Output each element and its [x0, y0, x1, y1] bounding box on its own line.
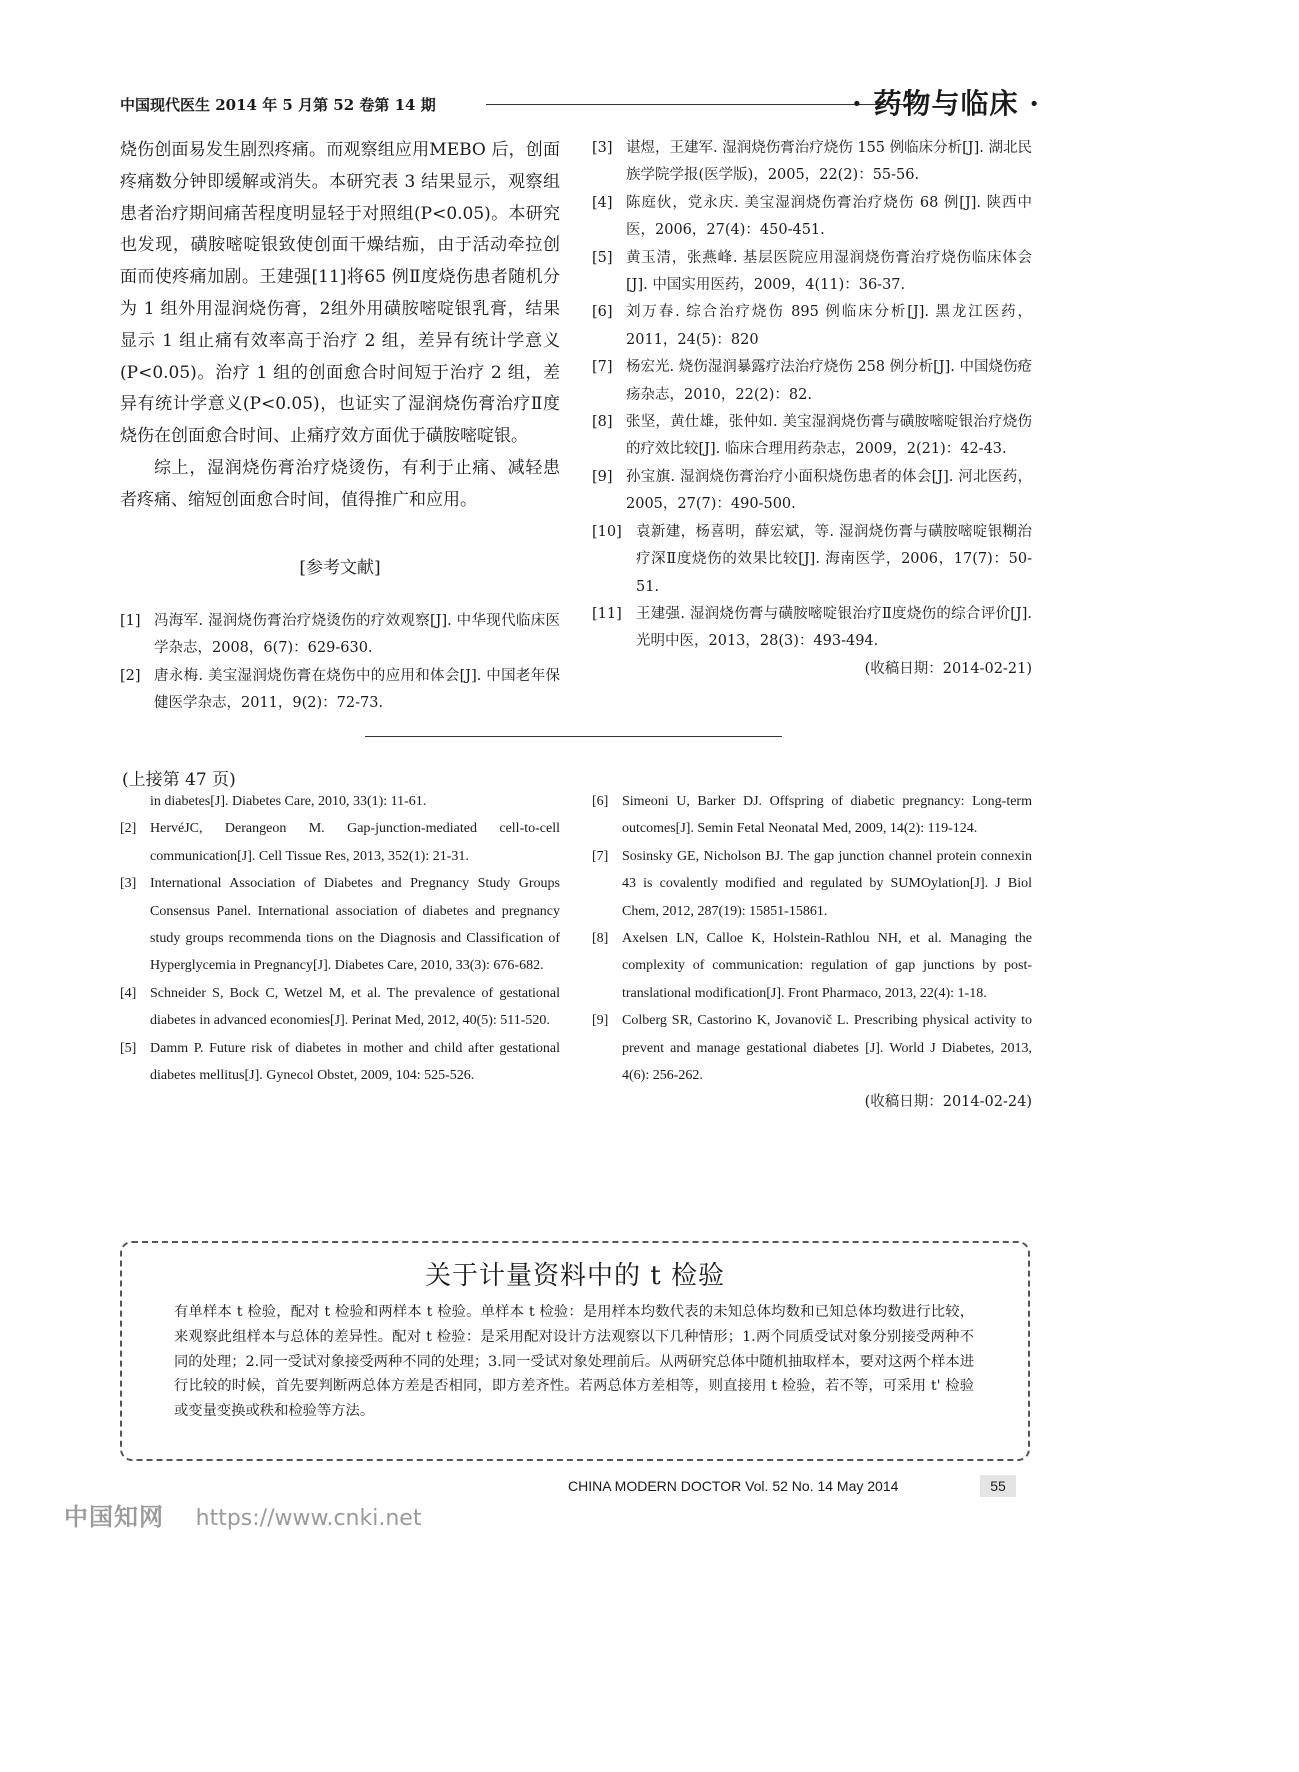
reference-text: Damm P. Future risk of diabetes in mother and child after gestational diabetes mellitus[J]. Gynecol Obstet, 2009, 104: 525-526. [150, 1040, 560, 1084]
english-references-right [592, 788, 1032, 1117]
watermark-cn: 中国知网 [64, 1503, 164, 1531]
continued-from-label: (上接第 47 页) [122, 770, 236, 790]
reference-number: [9] [592, 468, 613, 485]
section-divider [365, 736, 782, 737]
reference-item [592, 1007, 1032, 1089]
reference-text: 陈庭伙，党永庆. 美宝湿润烧伤膏治疗烧伤 68 例[J]. 陕西中医，2006，27(4)：450-451. [626, 194, 1032, 239]
reference-number: [4] [120, 985, 137, 1001]
reference-item [120, 1035, 560, 1090]
reference-number: [6] [592, 304, 613, 321]
reference-number: [1] [120, 613, 141, 629]
reference-item [592, 354, 1032, 409]
t-test-info-box [120, 1241, 1030, 1461]
reference-number: [2] [120, 667, 141, 684]
reference-item [120, 815, 560, 870]
reference-text: Sosinsky GE, Nicholson BJ. The gap junction channel protein connexin 43 is covalently modified and regulated by SUMOylation[J]. J Biol Chem, 2012, 287(19): 15851-15861. [622, 848, 1032, 919]
reference-item [120, 608, 560, 663]
reference-number: [5] [120, 1040, 137, 1056]
reference-number: [10] [592, 523, 622, 540]
references-title: [参考文献] [299, 558, 381, 578]
reference-item [120, 788, 560, 815]
reference-item [592, 135, 1032, 190]
reference-number: [4] [592, 194, 613, 211]
reference-text: 张坚，黄仕雄，张仲如. 美宝湿润烧伤膏与磺胺嘧啶银治疗烧伤的疗效比较[J]. 临床合理用药杂志，2009，2(21)：42-43. [626, 414, 1032, 458]
reference-number: [6] [592, 794, 609, 809]
reference-text: International Association of Diabetes and Pregnancy Study Groups Consensus Panel. International association of diabetes and pregnancy study groups recommenda tions on the Diagnosis and Classification of Hyperglycemia in Pregnancy[J]. Diabetes Care, 2010, 33(3): 676-682. [150, 876, 560, 974]
body-paragraph-1: 烧伤创面易发生剧烈疼痛。而观察组应用MEBO 后，创面疼痛数分钟即缓解或消失。本研究表 3 结果显示，观察组患者治疗期间痛苦程度明显轻于对照组(P<0.05)。本研究也发现，磺胺嘧啶银致使创面干燥结痂，由于活动牵拉创面而使疼痛加剧。王建强[11]将65 例Ⅱ度烧伤患者随机分为 1 组外用湿润烧伤膏，2组外用磺胺嘧啶银乳膏，结果显示 1 组止痛有效率高于治疗 2 组，差异有统计学意义(P<0.05)。治疗 1 组的创面愈合时间短于治疗 2 组，差异有统计学意义(P<0.05)，也证实了湿润烧伤膏治疗Ⅱ度烧伤在创面愈合时间、止痛疗效方面优于磺胺嘧啶银。 [120, 140, 560, 447]
reference-item [592, 190, 1032, 245]
reference-text: 王建强. 湿润烧伤膏与磺胺嘧啶银治疗Ⅱ度烧伤的综合评价[J]. 光明中医，2013，28(3)：493-494. [636, 605, 1032, 650]
received-date: (收稿日期：2014-02-24) [864, 1094, 1032, 1111]
reference-text: Axelsen LN, Calloe K, Holstein-Rathlou NH, et al. Managing the complexity of communication: regulation of gap junctions by post-translational modification[J]. Front Pharmaco, 2013, 22(4): 1-18. [622, 931, 1032, 1001]
reference-text: Colberg SR, Castorino K, Jovanovič L. Prescribing physical activity to prevent and manage gestational diabetes [J]. World J Diabetes, 2013, 4(6): 256-262. [622, 1013, 1032, 1084]
reference-text: in diabetes[J]. Diabetes Care, 2010, 33(1): 11-61. [150, 794, 427, 809]
journal-footer: CHINA MODERN DOCTOR Vol. 52 No. 14 May 2014 [568, 1478, 899, 1494]
reference-number: [7] [592, 848, 609, 864]
watermark-url: https://www.cnki.net [195, 1506, 422, 1531]
reference-item [592, 464, 1032, 519]
reference-text: HervéJC, Derangeon M. Gap-junction-mediated cell-to-cell communication[J]. Cell Tissue Res, 2013, 352(1): 21-31. [150, 821, 560, 864]
reference-item [592, 299, 1032, 354]
journal-issue: 中国现代医生 2014 年 5 月第 52 卷第 14 期 [120, 96, 436, 114]
reference-text: 杨宏光. 烧伤湿润暴露疗法治疗烧伤 258 例分析[J]. 中国烧伤疮疡杂志，2010，22(2)：82. [626, 359, 1032, 403]
reference-item [120, 870, 560, 980]
box-title: 关于计量资料中的 t 检验 [425, 1261, 725, 1291]
reference-item [120, 980, 560, 1035]
reference-text: 孙宝旗. 湿润烧伤膏治疗小面积烧伤患者的体会[J]. 河北医药，2005，27(7)：490-500. [626, 468, 1032, 513]
reference-number: [5] [592, 249, 613, 266]
section-title: · 药物与临床 · [852, 87, 1040, 120]
received-date: (收稿日期：2014-02-21) [864, 660, 1032, 677]
reference-item [120, 663, 560, 718]
reference-number: [7] [592, 359, 613, 376]
reference-item [592, 601, 1032, 656]
reference-item [592, 409, 1032, 464]
reference-item [592, 519, 1032, 601]
reference-text: 袁新建，杨喜明，薛宏斌，等. 湿润烧伤膏与磺胺嘧啶银糊治疗深Ⅱ度烧伤的效果比较[J]. 海南医学，2006，17(7)：50-51. [636, 523, 1032, 595]
page-header [120, 87, 1040, 130]
left-body-text [120, 135, 560, 517]
box-body: 有单样本 t 检验，配对 t 检验和两样本 t 检验。单样本 t 检验：是用样本均数代表的未知总体均数和已知总体均数进行比较，来观察此组样本与总体的差异性。配对 t 检验：是采用配对设计方法观察以下几种情形；1.两个同质受试对象分别接受两种不同的处理；2.同一受试对象接受两种不同的处理；3.同一受试对象处理前后。从两研究总体中随机抽取样本，要对这两个样本进行比较的时候，首先要判断两总体方差是否相同，即方差齐性。若两总体方差相等，则直接用 t 检验，若不等，可采用 t' 检验或变量变换或秩和检验等方法。 [174, 1304, 974, 1420]
reference-text: 冯海军. 湿润烧伤膏治疗烧烫伤的疗效观察[J]. 中华现代临床医学杂志，2008，6(7)：629-630. [154, 613, 560, 657]
reference-text: 谌煜，王建军. 湿润烧伤膏治疗烧伤 155 例临床分析[J]. 湖北民族学院学报(医学版)，2005，22(2)：55-56. [626, 140, 1032, 184]
reference-number: [9] [592, 1013, 609, 1029]
reference-number: [2] [120, 821, 137, 837]
reference-number: [3] [120, 876, 137, 892]
references-left [120, 608, 560, 718]
reference-text: 黄玉清，张燕峰. 基层医院应用湿润烧伤膏治疗烧伤临床体会[J]. 中国实用医药，2009，4(11)：36-37. [626, 249, 1032, 294]
reference-item [592, 843, 1032, 925]
reference-number: [8] [592, 931, 609, 947]
reference-number: [8] [592, 414, 613, 431]
english-references-left [120, 788, 560, 1089]
reference-text: 唐永梅. 美宝湿润烧伤膏在烧伤中的应用和体会[J]. 中国老年保健医学杂志，2011，9(2)：72-73. [154, 667, 560, 712]
reference-item [592, 788, 1032, 843]
references-right [592, 135, 1032, 683]
reference-text: 刘万春. 综合治疗烧伤 895 例临床分析[J]. 黑龙江医药，2011，24(5)：820 [626, 304, 1032, 348]
reference-item [592, 245, 1032, 300]
cnki-watermark [64, 1497, 421, 1532]
body-paragraph-2: 综上，湿润烧伤膏治疗烧烫伤，有利于止痛、减轻患者疼痛、缩短创面愈合时间，值得推广和应用。 [120, 457, 560, 510]
reference-number: [11] [592, 605, 622, 622]
reference-item [592, 925, 1032, 1007]
reference-text: Simeoni U, Barker DJ. Offspring of diabetic pregnancy: Long-term outcomes[J]. Semin Fetal Neonatal Med, 2009, 14(2): 119-124. [622, 794, 1032, 837]
page-number: 55 [980, 1475, 1016, 1497]
reference-text: Schneider S, Bock C, Wetzel M, et al. The prevalence of gestational diabetes in advanced economies[J]. Perinat Med, 2012, 40(5): 511-520. [150, 985, 560, 1029]
reference-number: [3] [592, 140, 613, 156]
